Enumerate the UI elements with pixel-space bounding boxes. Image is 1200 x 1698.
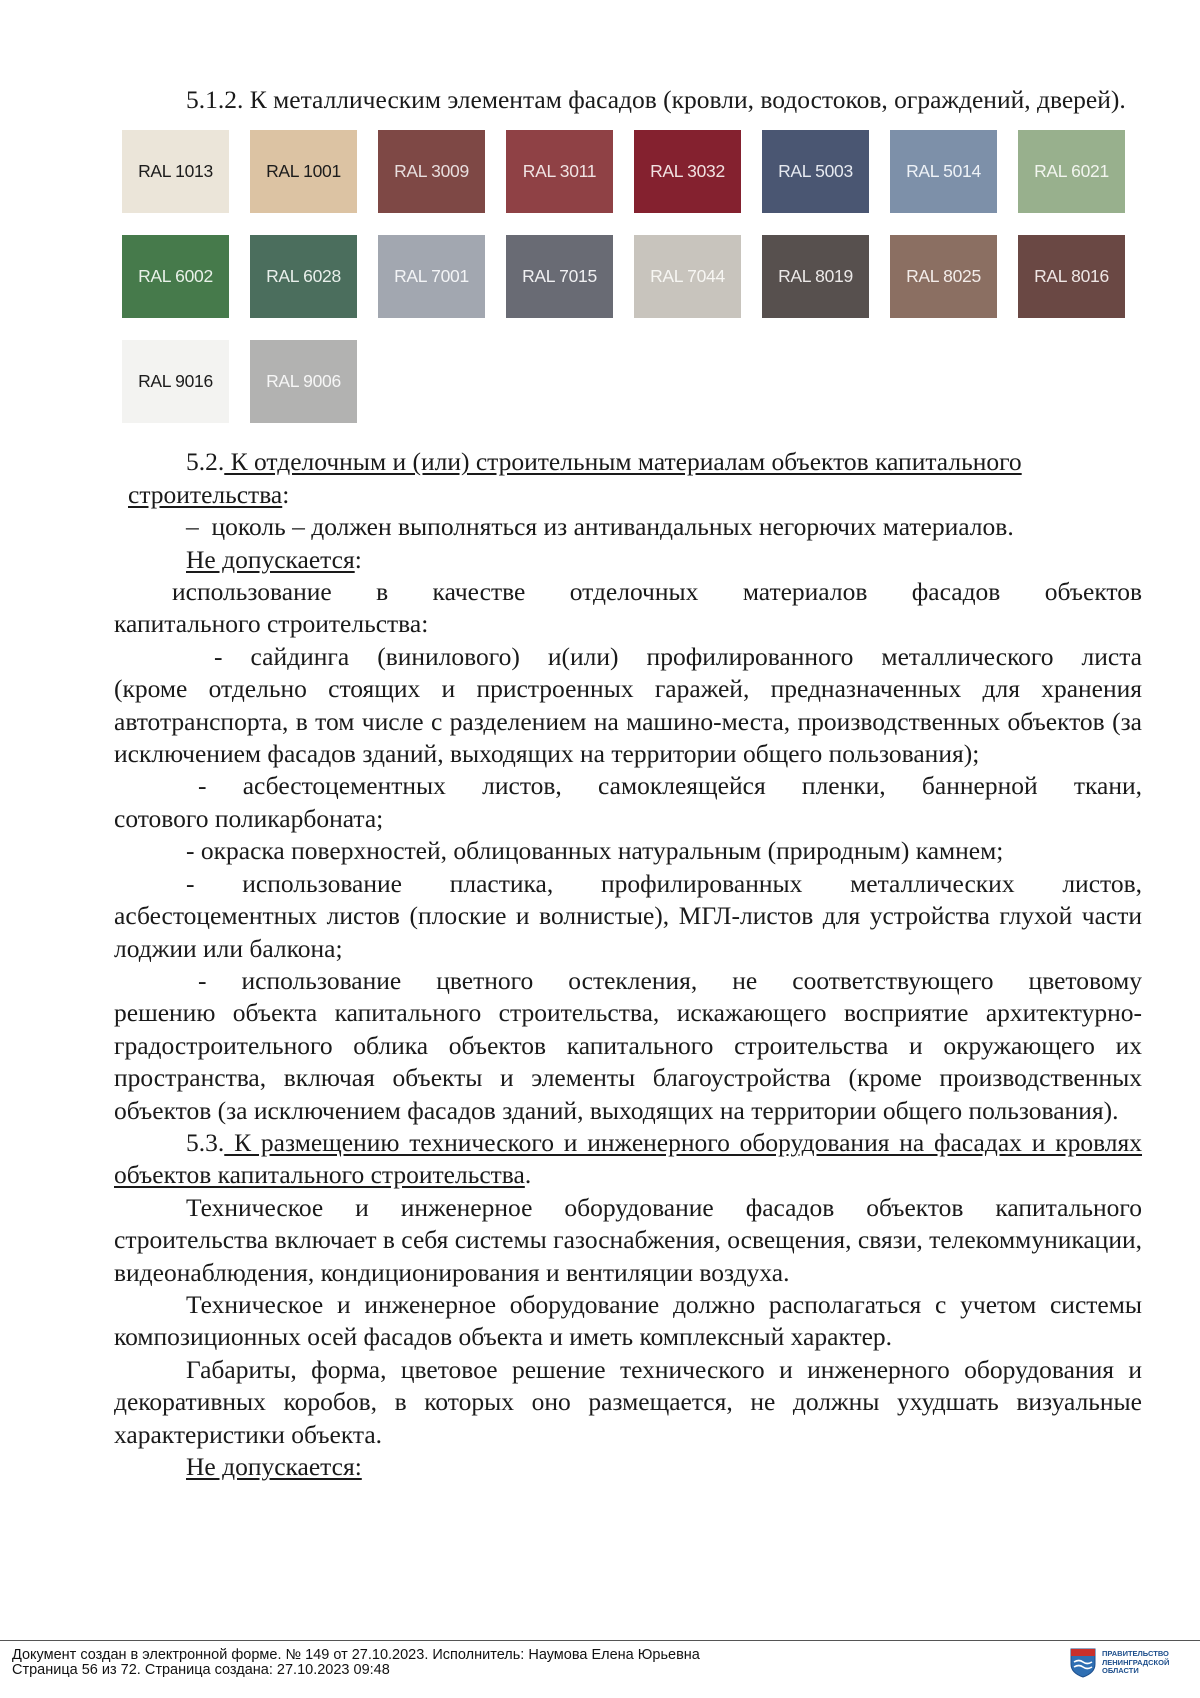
ral-swatch: [122, 235, 229, 318]
ral-swatch: [250, 340, 357, 423]
section-5-3-title: К размещению технического и инженерного оборудования на фасадах и кровлях объектов капитального строительства: [114, 1127, 1142, 1190]
ral-swatch-label: RAL 6002: [138, 266, 213, 287]
ral-swatch-label: RAL 5003: [778, 161, 853, 182]
socle-text: цоколь – должен выполняться из антивандальных негорючих материалов.: [211, 512, 1014, 542]
page-content: [114, 84, 1142, 1483]
section-5-3-title-period: .: [524, 1160, 532, 1190]
ral-swatch: [250, 130, 357, 213]
not-allowed-text: Не допускается: [186, 544, 355, 574]
ral-swatch: [378, 235, 485, 318]
ral-swatch: [890, 130, 997, 213]
ral-swatch-label: RAL 6028: [266, 266, 341, 287]
ral-swatch: [506, 235, 613, 318]
ral-swatch-label: RAL 7044: [650, 266, 725, 287]
socle-item: [114, 511, 1142, 543]
ral-swatch-label: RAL 8019: [778, 266, 853, 287]
footer-line-2: Страница 56 из 72. Страница создана: 27.10.2023 09:48: [12, 1662, 390, 1678]
ral-swatch: [890, 235, 997, 318]
section-5-2-title: К отделочным и (или) строительным материалам объектов капитального: [224, 447, 1022, 477]
item-2-first: [114, 770, 1142, 802]
not-allowed-label: [114, 544, 1142, 576]
ral-swatch: [1018, 130, 1125, 213]
ral-swatch: [762, 130, 869, 213]
footer-line-1: Документ создан в электронной форме. № 149 от 27.10.2023. Исполнитель: Наумова Елена Юрьевна: [12, 1647, 700, 1663]
section-5-3-para-2: [114, 1289, 1142, 1354]
item-4-first-text: - использование пластика, профилированных металлических листов,: [186, 868, 1142, 898]
intro-line-1-text: использование в качестве отделочных материалов фасадов объектов: [172, 577, 1142, 607]
item-5-rest-text: решению объекта капитального строительства, искажающего восприятие архитектурно-градостроительного облика объектов капитального строительства и окружающего их пространства, включая объекты и элементы благоустройства (кроме производственных объектов (за исключением фасадов зданий, выходящих на территории общего пользования).: [114, 998, 1142, 1125]
ral-swatch-label: RAL 5014: [906, 161, 981, 182]
ral-swatch-label: RAL 7015: [522, 266, 597, 287]
ral-swatch: [762, 235, 869, 318]
item-1-rest-text: (кроме отдельно стоящих и пристроенных гаражей, предназначенных для хранения автотранспорта, в том числе с разделением на машино-места, производственных объектов (за исключением фасадов зданий, выходящих на территории общего пользования);: [114, 674, 1142, 769]
section-5-2-title-colon: :: [282, 479, 290, 509]
ral-swatch-label: RAL 3011: [522, 161, 597, 182]
ral-swatch-label: RAL 3032: [650, 161, 725, 182]
coat-of-arms-icon: [1070, 1648, 1096, 1678]
ral-swatch-label: RAL 9016: [138, 371, 213, 392]
section-5-3-not-allowed-text: Не допускается:: [186, 1452, 362, 1481]
item-4-rest-text: асбестоцементных листов (плоские и волнистые), МГЛ-листов для устройства глухой части лоджии или балкона;: [114, 901, 1142, 963]
ral-swatch: [634, 130, 741, 213]
section-5-2-number: 5.2.: [186, 447, 225, 477]
section-5-3-para-3: [114, 1354, 1142, 1451]
footer: [12, 1648, 700, 1678]
ral-swatch: [122, 130, 229, 213]
item-1-rest: [114, 673, 1142, 770]
ral-swatch-label: RAL 8016: [1034, 266, 1109, 287]
ral-swatch: [506, 130, 613, 213]
intro-line-1: [114, 576, 1142, 608]
section-5-1-2-text: 5.1.2. К металлическим элементам фасадов (кровли, водостоков, ограждений, дверей).: [186, 85, 1126, 114]
section-5-2-title-cont: строительства: [128, 479, 283, 509]
ral-swatch-grid: [122, 130, 1142, 434]
section-5-3-para-3-text: Габариты, форма, цветовое решение технического и инженерного оборудования и декоративных коробов, в которых оно размещается, не должны ухудшать визуальные характеристики объекта.: [114, 1354, 1142, 1449]
section-5-3-para-1-text: Техническое и инженерное оборудование фасадов объектов капитального строительства включает в себя системы газоснабжения, освещения, связи, телекоммуникации, видеонаблюдения, кондиционирования и вентиляции воздуха.: [114, 1192, 1142, 1287]
item-2-first-text: - асбестоцементных листов, самоклеящейся пленки, баннерной ткани,: [198, 771, 1142, 801]
section-5-3-number: 5.3.: [186, 1127, 225, 1157]
ral-swatch-label: RAL 3009: [394, 161, 469, 182]
gov-logo-text: ПРАВИТЕЛЬСТВО ЛЕНИНГРАДСКОЙ ОБЛАСТИ: [1102, 1649, 1170, 1676]
ral-swatch: [250, 235, 357, 318]
ral-swatch-label: RAL 1013: [138, 161, 213, 182]
socle-dash: –: [186, 512, 199, 542]
section-5-3-heading: [114, 1127, 1142, 1192]
item-3: [114, 835, 1142, 867]
footer-divider: [0, 1640, 1200, 1641]
section-5-2-heading: [114, 446, 1142, 478]
item-2-rest: [114, 803, 1142, 835]
item-2-rest-text: сотового поликарбоната;: [114, 803, 384, 833]
item-1-first-text: - сайдинга (винилового) и(или) профилированного металлического листа: [214, 641, 1142, 671]
item-5-first-text: - использование цветного остекления, не соответствующего цветовому: [198, 965, 1142, 995]
item-3-text: - окраска поверхностей, облицованных натуральным (природным) камнем;: [186, 836, 1004, 866]
ral-swatch-label: RAL 8025: [906, 266, 981, 287]
section-5-1-2: [114, 84, 1142, 116]
ral-swatch: [634, 235, 741, 318]
item-5-first: [114, 965, 1142, 997]
item-4-first: [114, 868, 1142, 900]
ral-swatch-label: RAL 7001: [394, 266, 469, 287]
ral-swatch: [378, 130, 485, 213]
intro-line-2: [114, 608, 1142, 640]
intro-line-2-text: капитального строительства:: [114, 609, 429, 639]
section-5-3-para-1: [114, 1192, 1142, 1289]
section-5-2-heading-cont: [114, 479, 1142, 511]
section-5-3-not-allowed: [114, 1451, 1142, 1483]
item-1-first: [114, 641, 1142, 673]
gov-logo: [1070, 1648, 1182, 1678]
section-5-3-para-2-text: Техническое и инженерное оборудование должно располагаться с учетом системы композиционных осей фасадов объекта и иметь комплексный характер.: [114, 1289, 1142, 1352]
item-5-rest: [114, 997, 1142, 1127]
not-allowed-colon: :: [354, 544, 362, 574]
ral-swatch-label: RAL 9006: [266, 371, 341, 392]
item-4-rest: [114, 900, 1142, 965]
ral-swatch-label: RAL 6021: [1034, 161, 1109, 182]
ral-swatch-label: RAL 1001: [266, 161, 341, 182]
ral-swatch: [122, 340, 229, 423]
ral-swatch: [1018, 235, 1125, 318]
